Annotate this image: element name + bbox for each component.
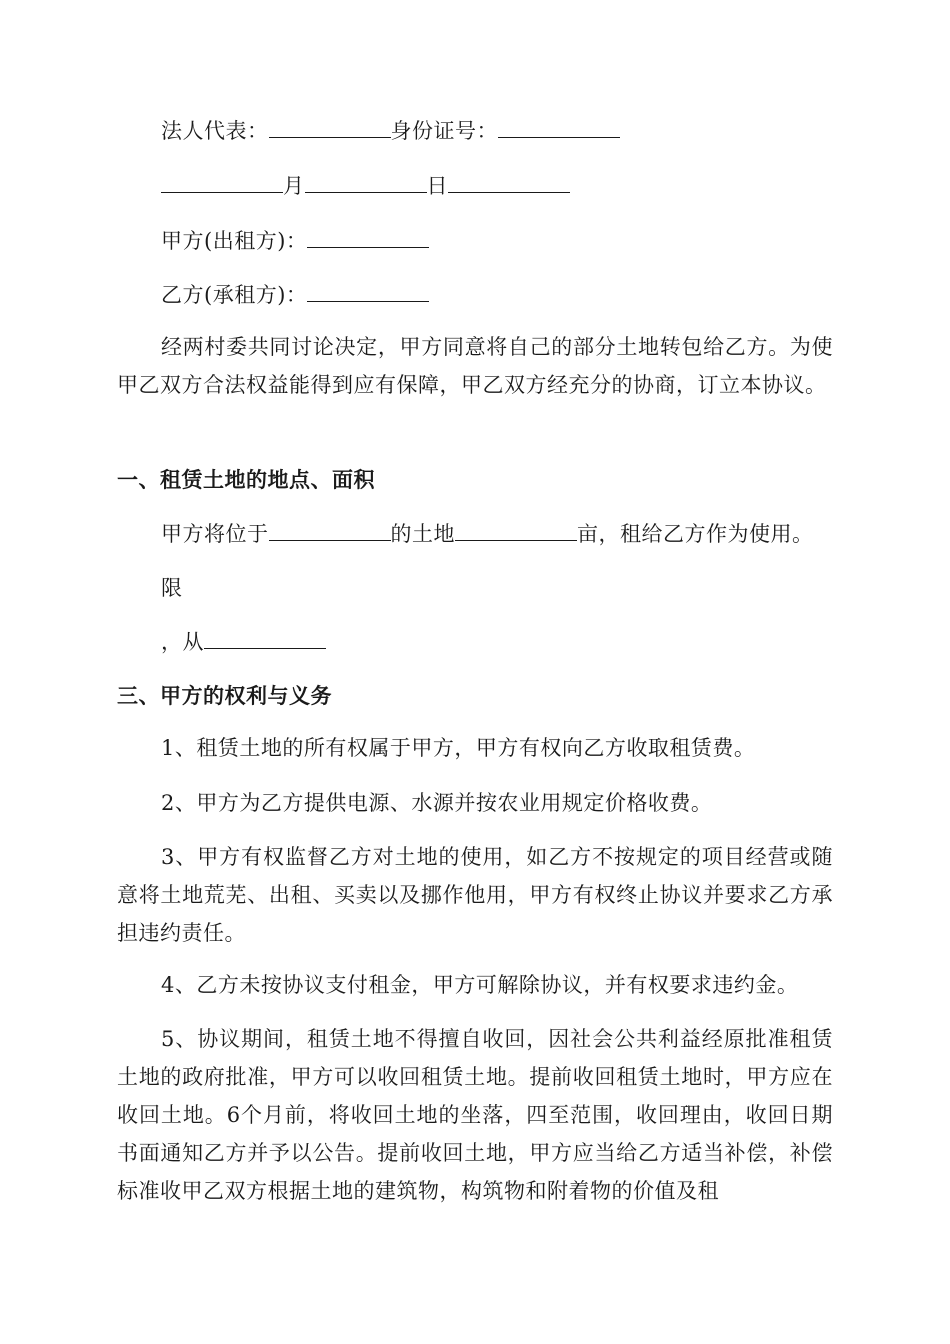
section1-from-line	[161, 628, 326, 656]
section3-item-3: 3、甲方有权监督乙方对土地的使用，如乙方不按规定的项目经营或随意将土地荒芜、出租、买卖以及挪作他用，甲方有权终止协议并要求乙方承担违约责任。	[117, 845, 833, 945]
location-blank	[269, 522, 391, 541]
year-blank	[161, 174, 283, 193]
section1-limit-line: 限	[161, 576, 183, 600]
day-label: 日	[426, 174, 448, 198]
legal-rep-blank	[269, 119, 391, 138]
month-label: 月	[283, 174, 305, 198]
party-b-label: 乙方(承租方)：	[161, 283, 308, 307]
section3-item-5: 5、协议期间，租赁土地不得擅自收回，因社会公共利益经原批准租赁土地的政府批准，甲方可以收回租赁土地。提前收回租赁土地时，甲方应在收回土地。6个月前，将收回土地的坐落，四至范围，收回理由，收回日期书面通知乙方并予以公告。提前收回土地，甲方应当给乙方适当补偿，补偿标准收甲乙双方根据土地的建筑物，构筑物和附着物的价值及租	[117, 1027, 833, 1203]
date-line	[161, 172, 570, 200]
id-number-blank	[498, 119, 620, 138]
party-a-label: 甲方(出租方)：	[161, 229, 308, 253]
section3-item-4: 4、乙方未按协议支付租金，甲方可解除协议，并有权要求违约金。	[161, 973, 799, 997]
party-b-line	[161, 281, 429, 309]
from-blank	[204, 630, 326, 649]
from-prefix: ，从	[161, 630, 204, 654]
legal-rep-label: 法人代表：	[161, 119, 269, 143]
area-blank	[455, 522, 577, 541]
section1-location-line	[161, 520, 814, 548]
intro-paragraph: 经两村委共同讨论决定，甲方同意将自己的部分土地转包给乙方。为使甲乙双方合法权益能得到应有保障，甲乙双方经充分的协商，订立本协议。	[117, 335, 833, 397]
area-prefix: 的土地	[390, 522, 455, 546]
party-b-blank	[307, 283, 429, 302]
area-suffix: 亩，租给乙方作为使用。	[577, 522, 814, 546]
legal-rep-line	[161, 117, 620, 145]
section3-item-1: 1、租赁土地的所有权属于甲方，甲方有权向乙方收取租赁费。	[161, 736, 756, 760]
section3-title: 三、甲方的权利与义务	[117, 683, 332, 708]
location-prefix: 甲方将位于	[161, 522, 269, 546]
section3-item-2: 2、甲方为乙方提供电源、水源并按农业用规定价格收费。	[161, 791, 713, 815]
party-a-blank	[307, 229, 429, 248]
day-blank	[448, 174, 570, 193]
party-a-line	[161, 227, 429, 255]
month-blank	[305, 174, 427, 193]
id-number-label: 身份证号：	[390, 119, 498, 143]
section1-title: 一、租赁土地的地点、面积	[117, 467, 375, 492]
